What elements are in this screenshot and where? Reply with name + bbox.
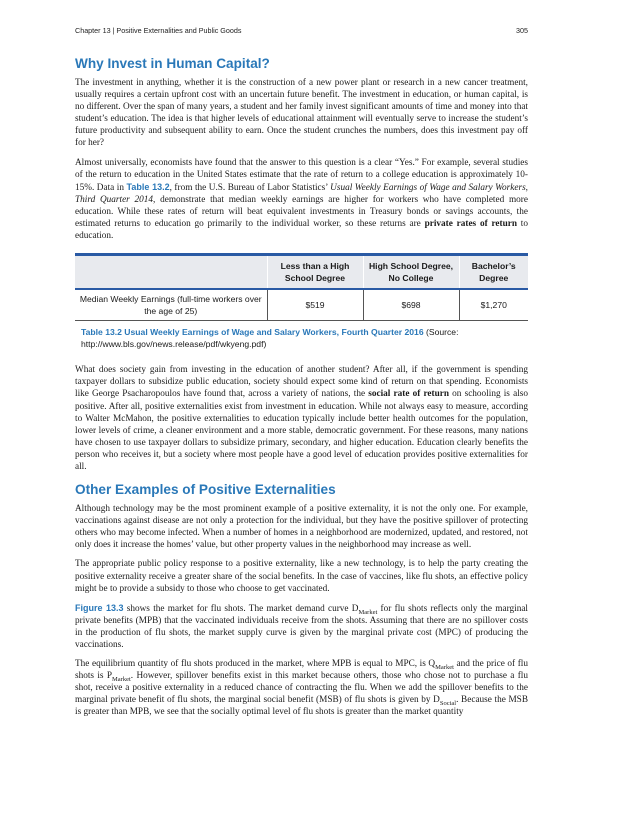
text-run: and the price of flu shots is P <box>75 659 529 682</box>
subscript: Social <box>439 700 457 708</box>
publication-title: Usual Weekly Earnings of Wage and Salary Workers, Third Quarter 2014 <box>75 182 528 205</box>
column-header-less-than-high-school: Less than a High School Degree <box>267 255 363 290</box>
text-run: . However, spillover benefits exist in this market because others, those who chose not to purchase a flu shot, receive a positive externality in a reduced chance of contracting the flu. When we add the spillover benefits to the marginal private benefit of flu shots, the marginal social benefit (MSB) of flu shots is given by D <box>75 671 528 706</box>
subscript: Market <box>358 608 378 616</box>
cell-value: $519 <box>267 289 363 321</box>
text-run: shows the market for flu shots. The market demand curve D <box>123 603 359 614</box>
column-header-empty <box>75 255 267 290</box>
text-run: for flu shots reflects only the marginal private benefits (MPB) that the vaccinated individuals receive from the shots. Assuming that there are no spillover costs in the production of flu shots, the market supply curve is given by the marginal private cost (MPC) of producing the vaccinations. <box>75 603 528 650</box>
table-row <box>75 289 528 321</box>
subscript: Market <box>435 663 454 671</box>
table-caption-title: Table 13.2 Usual Weekly Earnings of Wage and Salary Workers, Fourth Quarter 2016 <box>81 327 424 338</box>
page-number: 305 <box>516 26 528 35</box>
table-13-2-link[interactable]: Table 13.2 <box>126 181 170 192</box>
paragraph-returns <box>75 157 528 243</box>
text-run: The equilibrium quantity of flu shots produced in the market, where MPB is equal to MPC, is Q <box>75 659 436 670</box>
key-term-private-rates: private rates of return <box>424 219 517 230</box>
page-content <box>75 56 528 726</box>
table-caption-source: (Source: http://www.bls.gov/news.release/pdf/wkyeng.pdf) <box>81 327 459 350</box>
text-run: Almost universally, economists have found that the answer to this question is a clear “Yes.” For example, several studies of the return to education in the United States estimate that the rate of return to a college education is approximately 10-15%. Data in <box>75 157 528 193</box>
paragraph-investment: The investment in anything, whether it is the construction of a new power plant or research in a new cancer treatment, usually requires a certain upfront cost with an uncertain future benefit. The investment in education, or human capital, is no different. Over the span of many years, a student and her family invest significant amounts of time and money into that student’s education. The idea is that higher levels of educational attainment will eventually serve to increase the student’s future productivity and subsequent ability to earn. Once the student crunches the numbers, does this investment pay off for her? <box>75 78 528 149</box>
paragraph-equilibrium <box>75 658 528 718</box>
text-run: , demonstrate that median weekly earnings are higher for workers who have completed more education. While these rates of return will beat equivalent investments in Treasury bonds or savings accounts, the estimated returns to education go primarily to the individual worker, so these returns are <box>75 194 528 230</box>
text-run: What does society gain from investing in the education of another student? After all, if the government is spending taxpayer dollars to subsidize public education, society should expect some kind of return on that spending. Economists like George Psacharopoulos have found that, across a variety of nations, the <box>75 365 528 400</box>
row-label: Median Weekly Earnings (full-time workers over the age of 25) <box>75 289 267 321</box>
paragraph-flu-market <box>75 602 528 651</box>
running-header <box>75 26 528 35</box>
chapter-title: Chapter 13 | Positive Externalities and Public Goods <box>75 26 242 35</box>
section-heading-other-examples: Other Examples of Positive Externalities <box>75 482 336 498</box>
paragraph-social-return <box>75 364 528 473</box>
text-run: on schooling is also positive. After all, positive externalities exist from investment in education. While not always easy to measure, according to Walter McMahon, the positive externalities to education typically include better health outcomes for the population, lower levels of crime, a cleaner environment and a more stable, democratic government. For these reasons, many nations have chosen to use taxpayer dollars to subsidize primary, secondary, and higher education. Education clearly benefits the person who receives it, but a society where most people have a good level of education provides positive externalities for all. <box>75 389 528 472</box>
key-term-social-rate: social rate of return <box>368 389 449 400</box>
paragraph-technology: Although technology may be the most prominent example of a positive externality, it is not the only one. For example, vaccinations against disease are not only a protection for the individual, but they have the positive spillover of protecting others who may become infected. When a number of homes in a neighborhood are modernized, updated, and restored, not only does it increase the homes’ value, but other property values in the neighborhood may increase as well. <box>75 504 528 551</box>
column-header-bachelors: Bachelor’s Degree <box>459 255 528 290</box>
section-heading-human-capital: Why Invest in Human Capital? <box>75 56 270 71</box>
cell-value: $1,270 <box>459 289 528 321</box>
subscript: Market <box>112 676 131 684</box>
text-run: to education. <box>75 219 528 242</box>
cell-value: $698 <box>363 289 459 321</box>
text-run: , from the U.S. Bureau of Labor Statistics’ <box>169 182 331 193</box>
earnings-table <box>75 253 528 321</box>
figure-13-3-link[interactable]: Figure 13.3 <box>75 602 124 613</box>
text-run: . Because the MSB is greater than MPB, we see that the socially optimal level of flu shots is greater than the market quantity <box>75 695 528 718</box>
paragraph-policy: The appropriate public policy response to a positive externality, like a new technology, is to help the party creating the positive externality receive a greater share of the social benefits. In the case of vaccines, like flu shots, an effective policy might be to provide a subsidy to those who choose to get vaccinated. <box>75 559 528 594</box>
column-header-high-school: High School Degree, No College <box>363 255 459 290</box>
earnings-table-wrapper <box>75 253 528 350</box>
table-header-row <box>75 255 528 290</box>
table-caption <box>81 326 528 350</box>
